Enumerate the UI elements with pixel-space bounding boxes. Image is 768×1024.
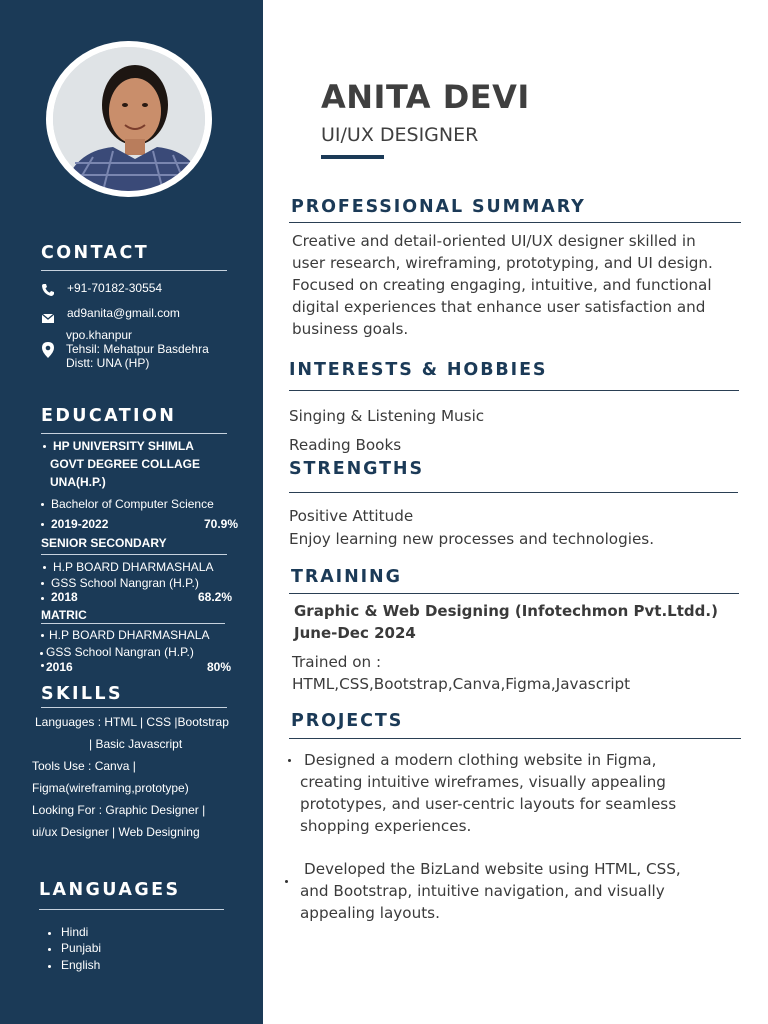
training-dates: June-Dec 2024 <box>294 624 416 642</box>
contact-divider <box>41 270 227 271</box>
matric-year: 2016 <box>46 660 73 674</box>
projects-divider <box>289 738 741 739</box>
bullet-icon <box>285 880 288 883</box>
skills-line: ui/ux Designer | Web Designing <box>32 825 200 839</box>
bullet-icon <box>41 597 44 600</box>
languages-heading: LANGUAGES <box>39 880 181 900</box>
university-line: HP UNIVERSITY SHIMLA <box>53 439 194 453</box>
bullet-icon <box>41 634 44 637</box>
skills-line: Figma(wireframing,prototype) <box>32 781 189 795</box>
summary-divider <box>289 222 741 223</box>
email-icon <box>41 310 55 324</box>
interests-heading: INTERESTS & HOBBIES <box>289 360 548 380</box>
project-line: and Bootstrap, intuitive navigation, and visually <box>300 882 665 900</box>
bullet-icon <box>41 523 44 526</box>
project-line: Designed a modern clothing website in Figma, <box>304 751 657 769</box>
interest-item: Singing & Listening Music <box>289 407 485 425</box>
skills-heading: SKILLS <box>41 684 123 704</box>
bullet-icon <box>43 566 46 569</box>
bullet-icon <box>48 965 51 968</box>
senior-secondary-label: SENIOR SECONDARY <box>41 536 167 550</box>
interests-divider <box>289 390 739 391</box>
degree-score: 70.9% <box>204 517 239 531</box>
strength-item: Enjoy learning new processes and technologies. <box>289 530 655 548</box>
project-line: shopping experiences. <box>300 817 472 835</box>
bullet-icon <box>41 582 44 585</box>
education-heading: EDUCATION <box>41 406 177 426</box>
bullet-icon <box>43 445 46 448</box>
bullet-icon <box>41 503 44 506</box>
language-item: Hindi <box>61 925 89 939</box>
degree-years: 2019-2022 <box>51 517 109 531</box>
bullet-icon <box>288 759 291 762</box>
summary-line: business goals. <box>292 320 409 338</box>
summary-line: Focused on creating engaging, intuitive, and functional <box>292 276 712 294</box>
training-divider <box>289 593 739 594</box>
matric-school: GSS School Nangran (H.P.) <box>46 645 194 659</box>
profile-photo <box>53 47 205 191</box>
skills-line: | Basic Javascript <box>89 737 183 751</box>
contact-heading: CONTACT <box>41 243 150 263</box>
matric-score: 80% <box>207 660 232 674</box>
strengths-divider <box>289 492 738 493</box>
languages-divider <box>39 909 224 910</box>
senior-score: 68.2% <box>198 590 233 604</box>
phone-icon <box>41 282 55 296</box>
college-line: GOVT DEGREE COLLAGE <box>50 457 201 471</box>
skills-line: Tools Use : Canva | <box>32 759 136 773</box>
trained-on-label: Trained on : <box>292 653 382 671</box>
language-item: Punjabi <box>61 941 102 955</box>
location-icon <box>41 342 55 356</box>
skills-line: Looking For : Graphic Designer | <box>32 803 206 817</box>
senior-divider <box>41 554 227 555</box>
interest-item: Reading Books <box>289 436 402 454</box>
skills-line: Languages : HTML | CSS |Bootstrap <box>35 715 229 729</box>
bullet-icon <box>40 652 43 655</box>
project-line: creating intuitive wireframes, visually appealing <box>300 773 666 791</box>
training-title: Graphic & Web Designing (Infotechmon Pvt.Ltdd.) <box>294 602 718 620</box>
candidate-role: UI/UX DESIGNER <box>321 124 479 146</box>
strength-item: Positive Attitude <box>289 507 414 525</box>
summary-line: digital experiences that enhance user satisfaction and <box>292 298 706 316</box>
project-line: appealing layouts. <box>300 904 440 922</box>
summary-line: Creative and detail-oriented UI/UX designer skilled in <box>292 232 696 250</box>
bullet-icon <box>41 664 44 667</box>
senior-school: GSS School Nangran (H.P.) <box>51 576 199 590</box>
role-underline <box>321 155 384 159</box>
address-line: Distt: UNA (HP) <box>66 356 150 370</box>
contact-email: ad9anita@gmail.com <box>67 306 180 320</box>
bullet-icon <box>48 948 51 951</box>
education-divider <box>41 433 227 434</box>
degree-name: Bachelor of Computer Science <box>51 497 214 511</box>
matric-divider <box>41 623 225 624</box>
senior-board: H.P BOARD DHARMASHALA <box>53 560 214 574</box>
summary-line: user research, wireframing, prototyping, and UI design. <box>292 254 713 272</box>
projects-heading: PROJECTS <box>291 711 404 731</box>
matric-board: H.P BOARD DHARMASHALA <box>49 628 210 642</box>
summary-heading: PROFESSIONAL SUMMARY <box>291 197 586 217</box>
trained-on-list: HTML,CSS,Bootstrap,Canva,Figma,Javascript <box>292 675 631 693</box>
project-line: Developed the BizLand website using HTML, CSS, <box>304 860 681 878</box>
candidate-name: ANITA DEVI <box>321 78 530 116</box>
college-location: UNA(H.P.) <box>50 475 106 489</box>
language-item: English <box>61 958 101 972</box>
contact-phone: +91-70182-30554 <box>67 281 163 295</box>
project-line: prototypes, and user-centric layouts for seamless <box>300 795 677 813</box>
matric-label: MATRIC <box>41 608 87 622</box>
address-line: Tehsil: Mehatpur Basdehra <box>66 342 209 356</box>
sidebar <box>0 0 263 1024</box>
bullet-icon <box>48 932 51 935</box>
senior-year: 2018 <box>51 590 78 604</box>
training-heading: TRAINING <box>291 567 402 587</box>
strengths-heading: STRENGTHS <box>289 459 424 479</box>
skills-divider <box>41 707 227 708</box>
address-line: vpo.khanpur <box>66 328 133 342</box>
